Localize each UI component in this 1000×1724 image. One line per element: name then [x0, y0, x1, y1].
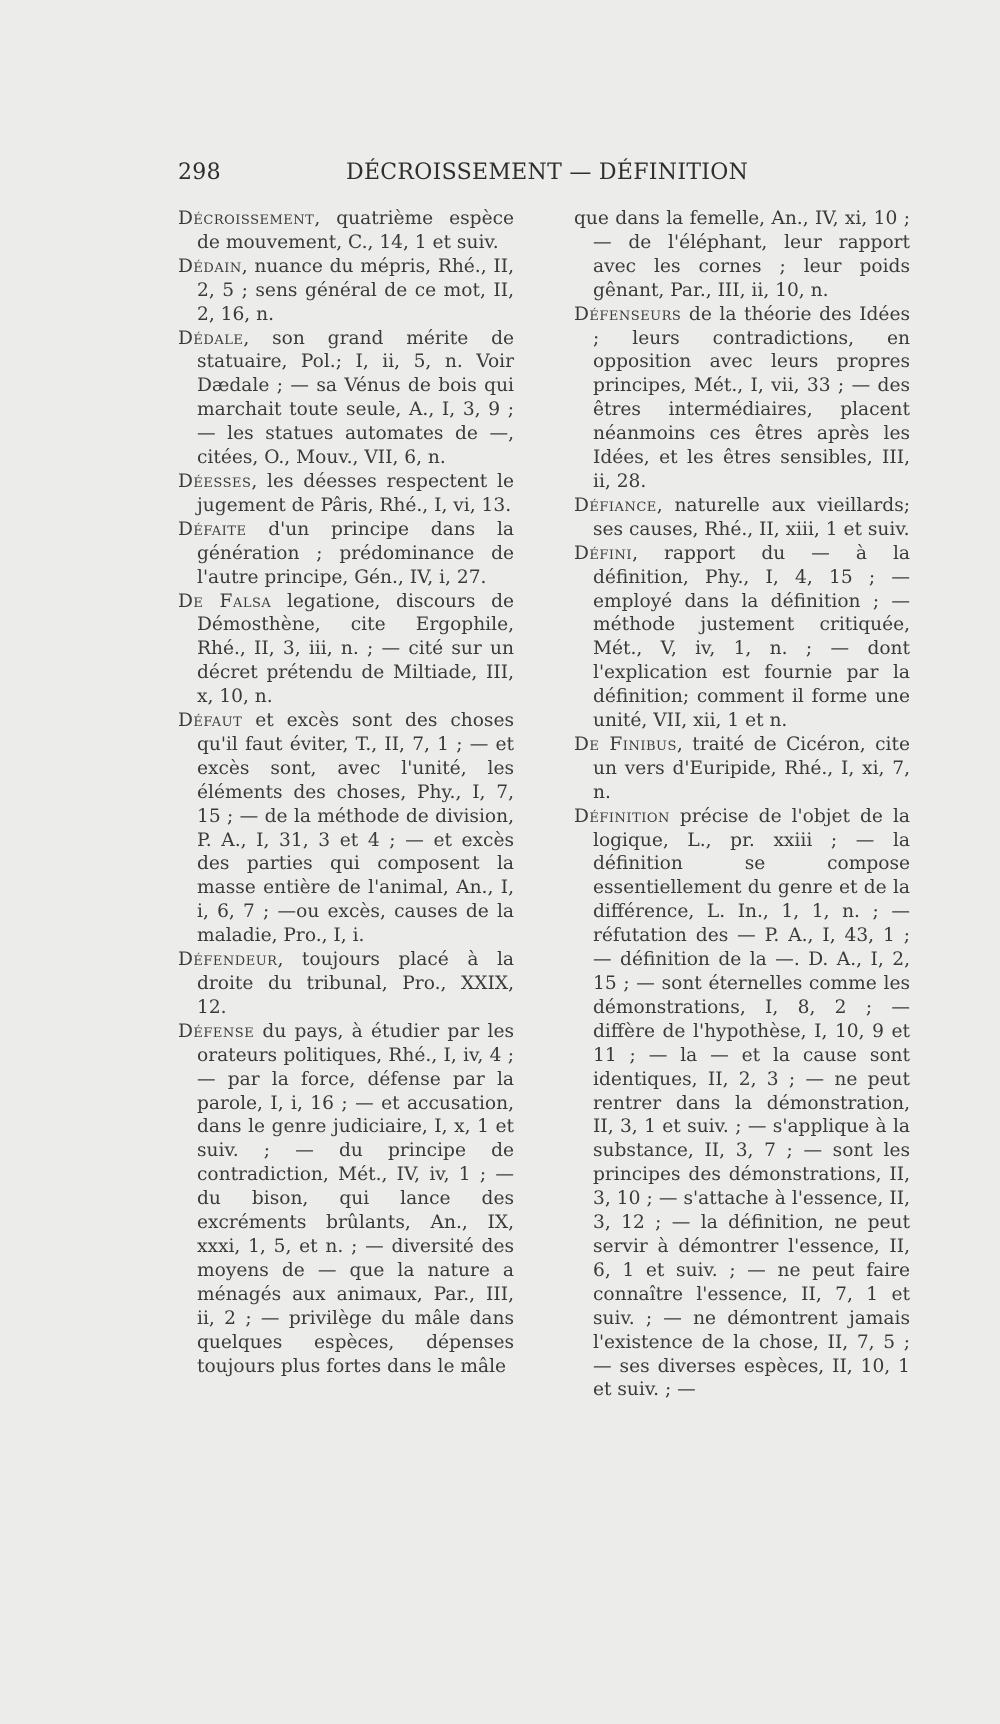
entry-text: , toujours placé à la droite du tribunal, Pro., XXIX, 12.: [197, 949, 514, 1018]
index-entry: [178, 709, 514, 948]
index-entry: [178, 470, 514, 518]
page-number: 298: [178, 160, 221, 185]
entry-headword: Définition: [574, 805, 670, 827]
index-entry: [574, 805, 910, 1403]
entry-text: , traité de Cicéron, cite un vers d'Euripide, Rhé., I, xi, 7, n.: [593, 733, 910, 803]
entry-text: , son grand mérite de statuaire, Pol.; I, ii, 5, n. Voir Dædale ; — sa Vénus de bois qui marchait toute seule, A., I, 3, 9 ; — les statues automates de —, citées, O., Mouv., VII, 6, n.: [197, 327, 514, 469]
entry-headword: Défaite: [178, 518, 247, 540]
index-entry: [178, 590, 514, 710]
index-entry: [574, 733, 910, 805]
entry-text: , les déesses respectent le jugement de Pâris, Rhé., I, vi, 13.: [197, 470, 514, 516]
entry-headword: Décroissement: [178, 208, 315, 229]
index-entry-continued: [574, 207, 910, 303]
index-entry: [178, 255, 514, 327]
index-entry: [178, 518, 514, 590]
entry-text: , nuance du mépris, Rhé., II, 2, 5 ; sens général de ce mot, II, 2, 16, n.: [197, 255, 514, 325]
entry-headword: Dédain: [178, 255, 242, 277]
entry-text: du pays, à étudier par les orateurs politiques, Rhé., I, iv, 4 ; — par la force, défense par la parole, I, i, 16 ; — et accusation, dans le genre judiciaire, I, x, 1 et suiv. ; — du principe de contradiction, Mét., IV, iv, 1 ; — du bison, qui lance des excréments brûlants, An., IX, xxxi, 1, 5, et n. ; — diversité des moyens de — que la nature a ménagés aux animaux, Par., III, ii, 2 ; — privilège du mâle dans quelques espèces, dépenses toujours plus fortes dans le mâle: [197, 1020, 514, 1377]
entry-headword: Défenseurs: [574, 303, 682, 325]
entry-text: , rapport du — à la définition, Phy., I, 4, 15 ; — employé dans la définition ; — méthode justement critiquée, Mét., V, iv, 1, n. ; — dont l'explication est fournie par la définition; comment il forme une unité, VII, xii, 1 et n.: [593, 542, 910, 732]
entry-headword: Déesses: [178, 470, 252, 492]
entry-text: , quatrième espèce de mouvement, C., 14, 1 et suiv.: [197, 208, 514, 253]
entry-headword: De Falsa: [178, 590, 272, 612]
entry-text: et excès sont des choses qu'il faut éviter, T., II, 7, 1 ; — et excès sont, avec l'unité, les éléments des choses, Phy., I, 7, 15 ; — de la méthode de division, P. A., I, 31, 3 et 4 ; — et excès des parties qui composent la masse entière de l'animal, An., I, i, 6, 7 ; —ou excès, causes de la maladie, Pro., I, i.: [197, 710, 514, 947]
entry-text: précise de l'objet de la logique, L., pr. xxiii ; — la définition se compose essentiellement du genre et de la différence, L. In., 1, 1, n. ; — réfutation des — P. A., I, 43, 1 ; — définition de la —. D. A., I, 2, 15 ; — sont éternelles comme les démonstrations, I, 8, 2 ; — diffère de l'hypothèse, I, 10, 9 et 11 ; — la — et la cause sont identiques, II, 2, 3 ; — ne peut rentrer dans la démonstration, II, 3, 1 et suiv. ; — s'applique à la substance, II, 3, 7 ; — sont les principes des démonstrations, II, 3, 10 ; — s'attache à l'essence, II, 3, 12 ; — la définition, ne peut servir à démontrer l'essence, II, 6, 1 et suiv. ; — ne peut faire connaître l'essence, II, 7, 1 et suiv. ; — ne démontrent jamais l'existence de la chose, II, 7, 5 ; — ses diverses espèces, II, 10, 1 et suiv. ; —: [593, 805, 910, 1401]
entry-headword: Défini: [574, 542, 633, 564]
index-entry: [178, 1020, 514, 1379]
index-entry: [574, 303, 910, 494]
entry-text: legatione, discours de Démosthène, cite Ergophile, Rhé., II, 3, iii, n. ; — cité sur un décret prétendu de Miltiade, III, x, 10, n.: [197, 590, 515, 708]
entry-text: d'un principe dans la génération ; prédominance de l'autre principe, Gén., IV, i, 27.: [197, 518, 514, 588]
entry-text: , naturelle aux vieillards; ses causes, Rhé., II, xiii, 1 et suiv.: [593, 494, 910, 540]
index-entry: [178, 327, 514, 470]
entry-headword: Défense: [178, 1020, 255, 1042]
entry-text: de la théorie des Idées ; leurs contradictions, en opposition avec leurs propres principes, Mét., I, vii, 33 ; — des êtres intermédiaires, placent néanmoins ces êtres après les Idées, et les êtres sensibles, III, ii, 28.: [593, 303, 910, 492]
index-entry: [574, 542, 910, 733]
entry-headword: Défaut: [178, 710, 243, 732]
index-entry: [178, 948, 514, 1020]
entry-headword: Défiance: [574, 494, 657, 516]
index-entry: [178, 207, 514, 255]
entry-text: que dans la femelle, An., IV, xi, 10 ; — de l'éléphant, leur rapport avec les cornes ; leur poids gênant, Par., III, ii, 10, n.: [574, 208, 910, 301]
right-column: [574, 207, 910, 1402]
entry-headword: De Finibus: [574, 733, 677, 755]
index-entry: [574, 494, 910, 542]
left-column: [178, 207, 514, 1378]
running-title: DÉCROISSEMENT — DÉFINITION: [346, 160, 749, 185]
entry-headword: Dédale: [178, 327, 244, 349]
entry-headword: Défendeur: [178, 949, 278, 971]
